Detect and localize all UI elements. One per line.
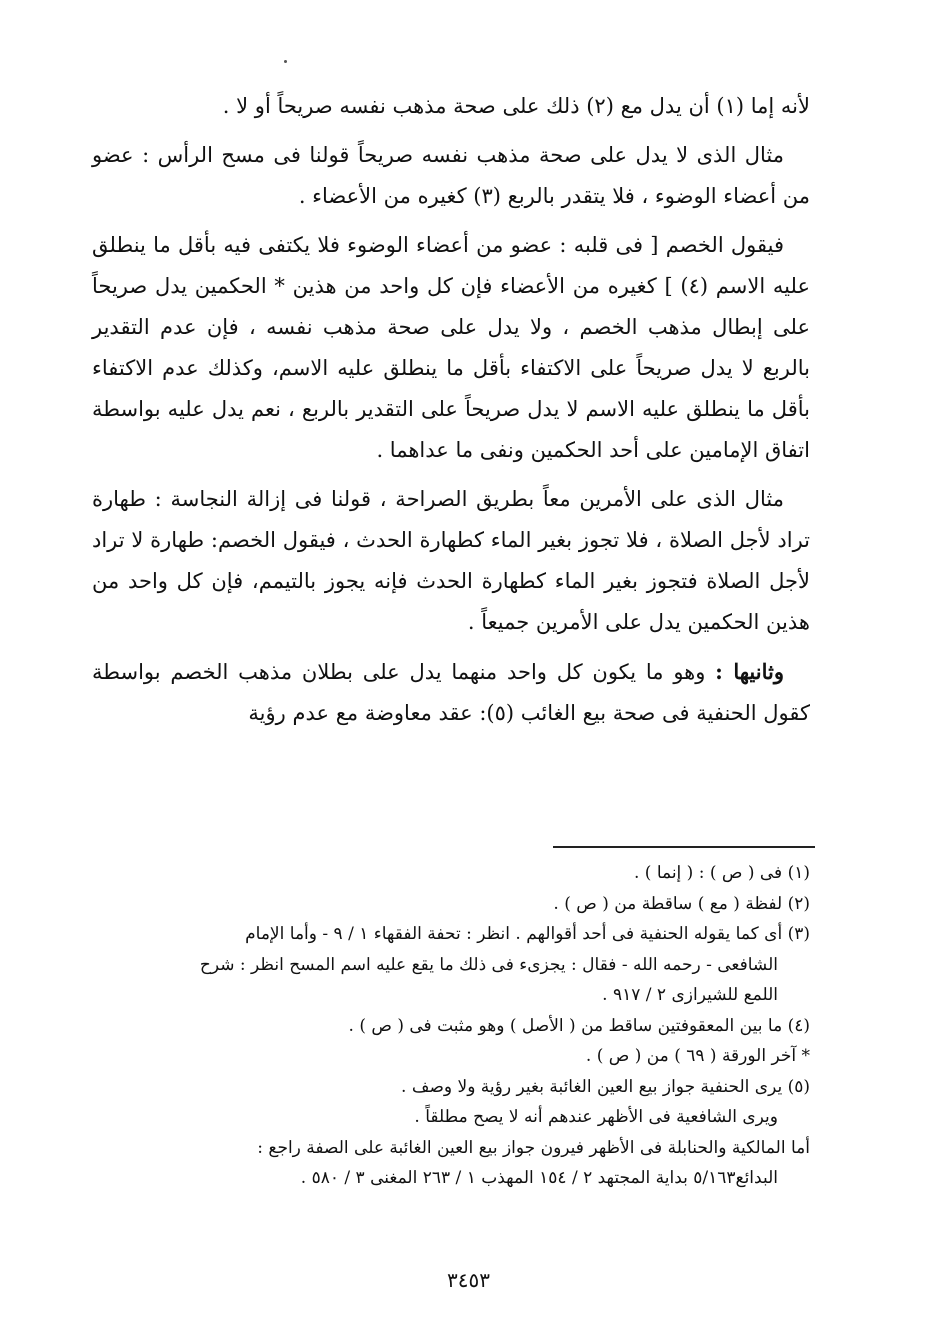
footnote-separator bbox=[553, 846, 815, 848]
footnote-3-cont-2: اللمع للشيرازى ٢ / ٩١٧ . bbox=[602, 985, 778, 1005]
page-number: ٣٤٥٣ bbox=[447, 1268, 490, 1292]
footnote-3: (٣) أى كما يقوله الحنفية فى أحد أقوالهم . انظر : تحفة الفقهاء ١ / ٩ - وأما الإمام bbox=[245, 924, 810, 944]
footnote-1: (١) فى ( ص ) : ( إنما ) . bbox=[633, 863, 810, 883]
footnote-2: (٢) لفظة ( مع ) ساقطة من ( ص ) . bbox=[553, 893, 810, 914]
footnote-5: (٥) يرى الحنفية جواز بيع العين الغائبة بغير رؤية ولا وصف . bbox=[401, 1076, 810, 1097]
footnote-5-cont-2: أما المالكية والحنابلة فى الأظهر فيرون جواز بيع العين الغائبة على الصفة راجع : bbox=[257, 1137, 810, 1158]
paragraph-5 bbox=[92, 651, 810, 734]
paragraph-1: لأنه إما (١) أن يدل مع (٢) ذلك على صحة مذهب نفسه صريحاً أو لا . bbox=[222, 94, 810, 118]
main-text bbox=[92, 86, 810, 742]
paragraph-4: مثال الذى على الأمرين معاً بطريق الصراحة ، قولنا فى إزالة النجاسة : طهارة تراد لأجل الصلاة ، فلا تجوز بغير الماء كطهارة الحدث ، فيقول الخصم: طهارة لا تراد لأجل الصلاة فتجوز بغير الماء كطهارة الحدث فإنه يجوز بالتيمم، فإن كل واحد من هذين الحكمين يدل على الأمرين جميعاً . bbox=[92, 487, 810, 634]
paragraph-2: مثال الذى لا يدل على صحة مذهب نفسه صريحاً قولنا فى مسح الرأس : عضو من أعضاء الوضوء ، فلا يتقدر بالربع (٣) كغيره من الأعضاء . bbox=[92, 143, 810, 208]
paragraph-5-text: وهو ما يكون كل واحد منهما يدل على بطلان مذهب الخصم بواسطة كقول الحنفية فى صحة بيع الغائب (٥): عقد معاوضة مع عدم رؤية bbox=[92, 660, 810, 725]
footnote-5-cont-3: البدائع٥/١٦٣ بداية المجتهد ٢ / ١٥٤ المهذب ١ / ٢٦٣ المغنى ٣ / ٥٨٠ . bbox=[300, 1168, 778, 1188]
paragraph-5-lead: وثانيها : bbox=[715, 659, 784, 684]
footnotes bbox=[92, 858, 810, 1194]
footnote-5-cont-1: ويرى الشافعية فى الأظهر عندهم أنه لا يصح مطلقاً . bbox=[414, 1107, 778, 1127]
footnote-4: (٤) ما بين المعقوفتين ساقط من ( الأصل ) وهو مثبت فى ( ص ) . bbox=[348, 1015, 810, 1036]
paragraph-3: فيقول الخصم [ فى قلبه : عضو من أعضاء الوضوء فلا يكتفى فيه بأقل ما ينطلق عليه الاسم (٤) ] كغيره من الأعضاء فإن كل واحد من هذين * الحكمين يدل صريحاً على إبطال مذهب الخصم ، ولا يدل على صحة مذهب نفسه ، فإن عدم التقدير بالربع لا يدل صريحاً على الاكتفاء بأقل ما ينطلق عليه الاسم، وكذلك عدم الاكتفاء بأقل ما ينطلق عليه الاسم لا يدل صريحاً على التقدير بالربع ، نعم يدل عليه بواسطة اتفاق الإمامين على أحد الحكمين ونفى ما عداهما . bbox=[92, 233, 810, 462]
footnote-star: * آخر الورقة ( ٦٩ ) من ( ص ) . bbox=[585, 1046, 810, 1066]
footnote-3-cont-1: الشافعى - رحمه الله - فقال : يجزىء فى ذلك ما يقع عليه اسم المسح انظر : شرح bbox=[199, 954, 778, 975]
scan-mark bbox=[284, 60, 287, 63]
